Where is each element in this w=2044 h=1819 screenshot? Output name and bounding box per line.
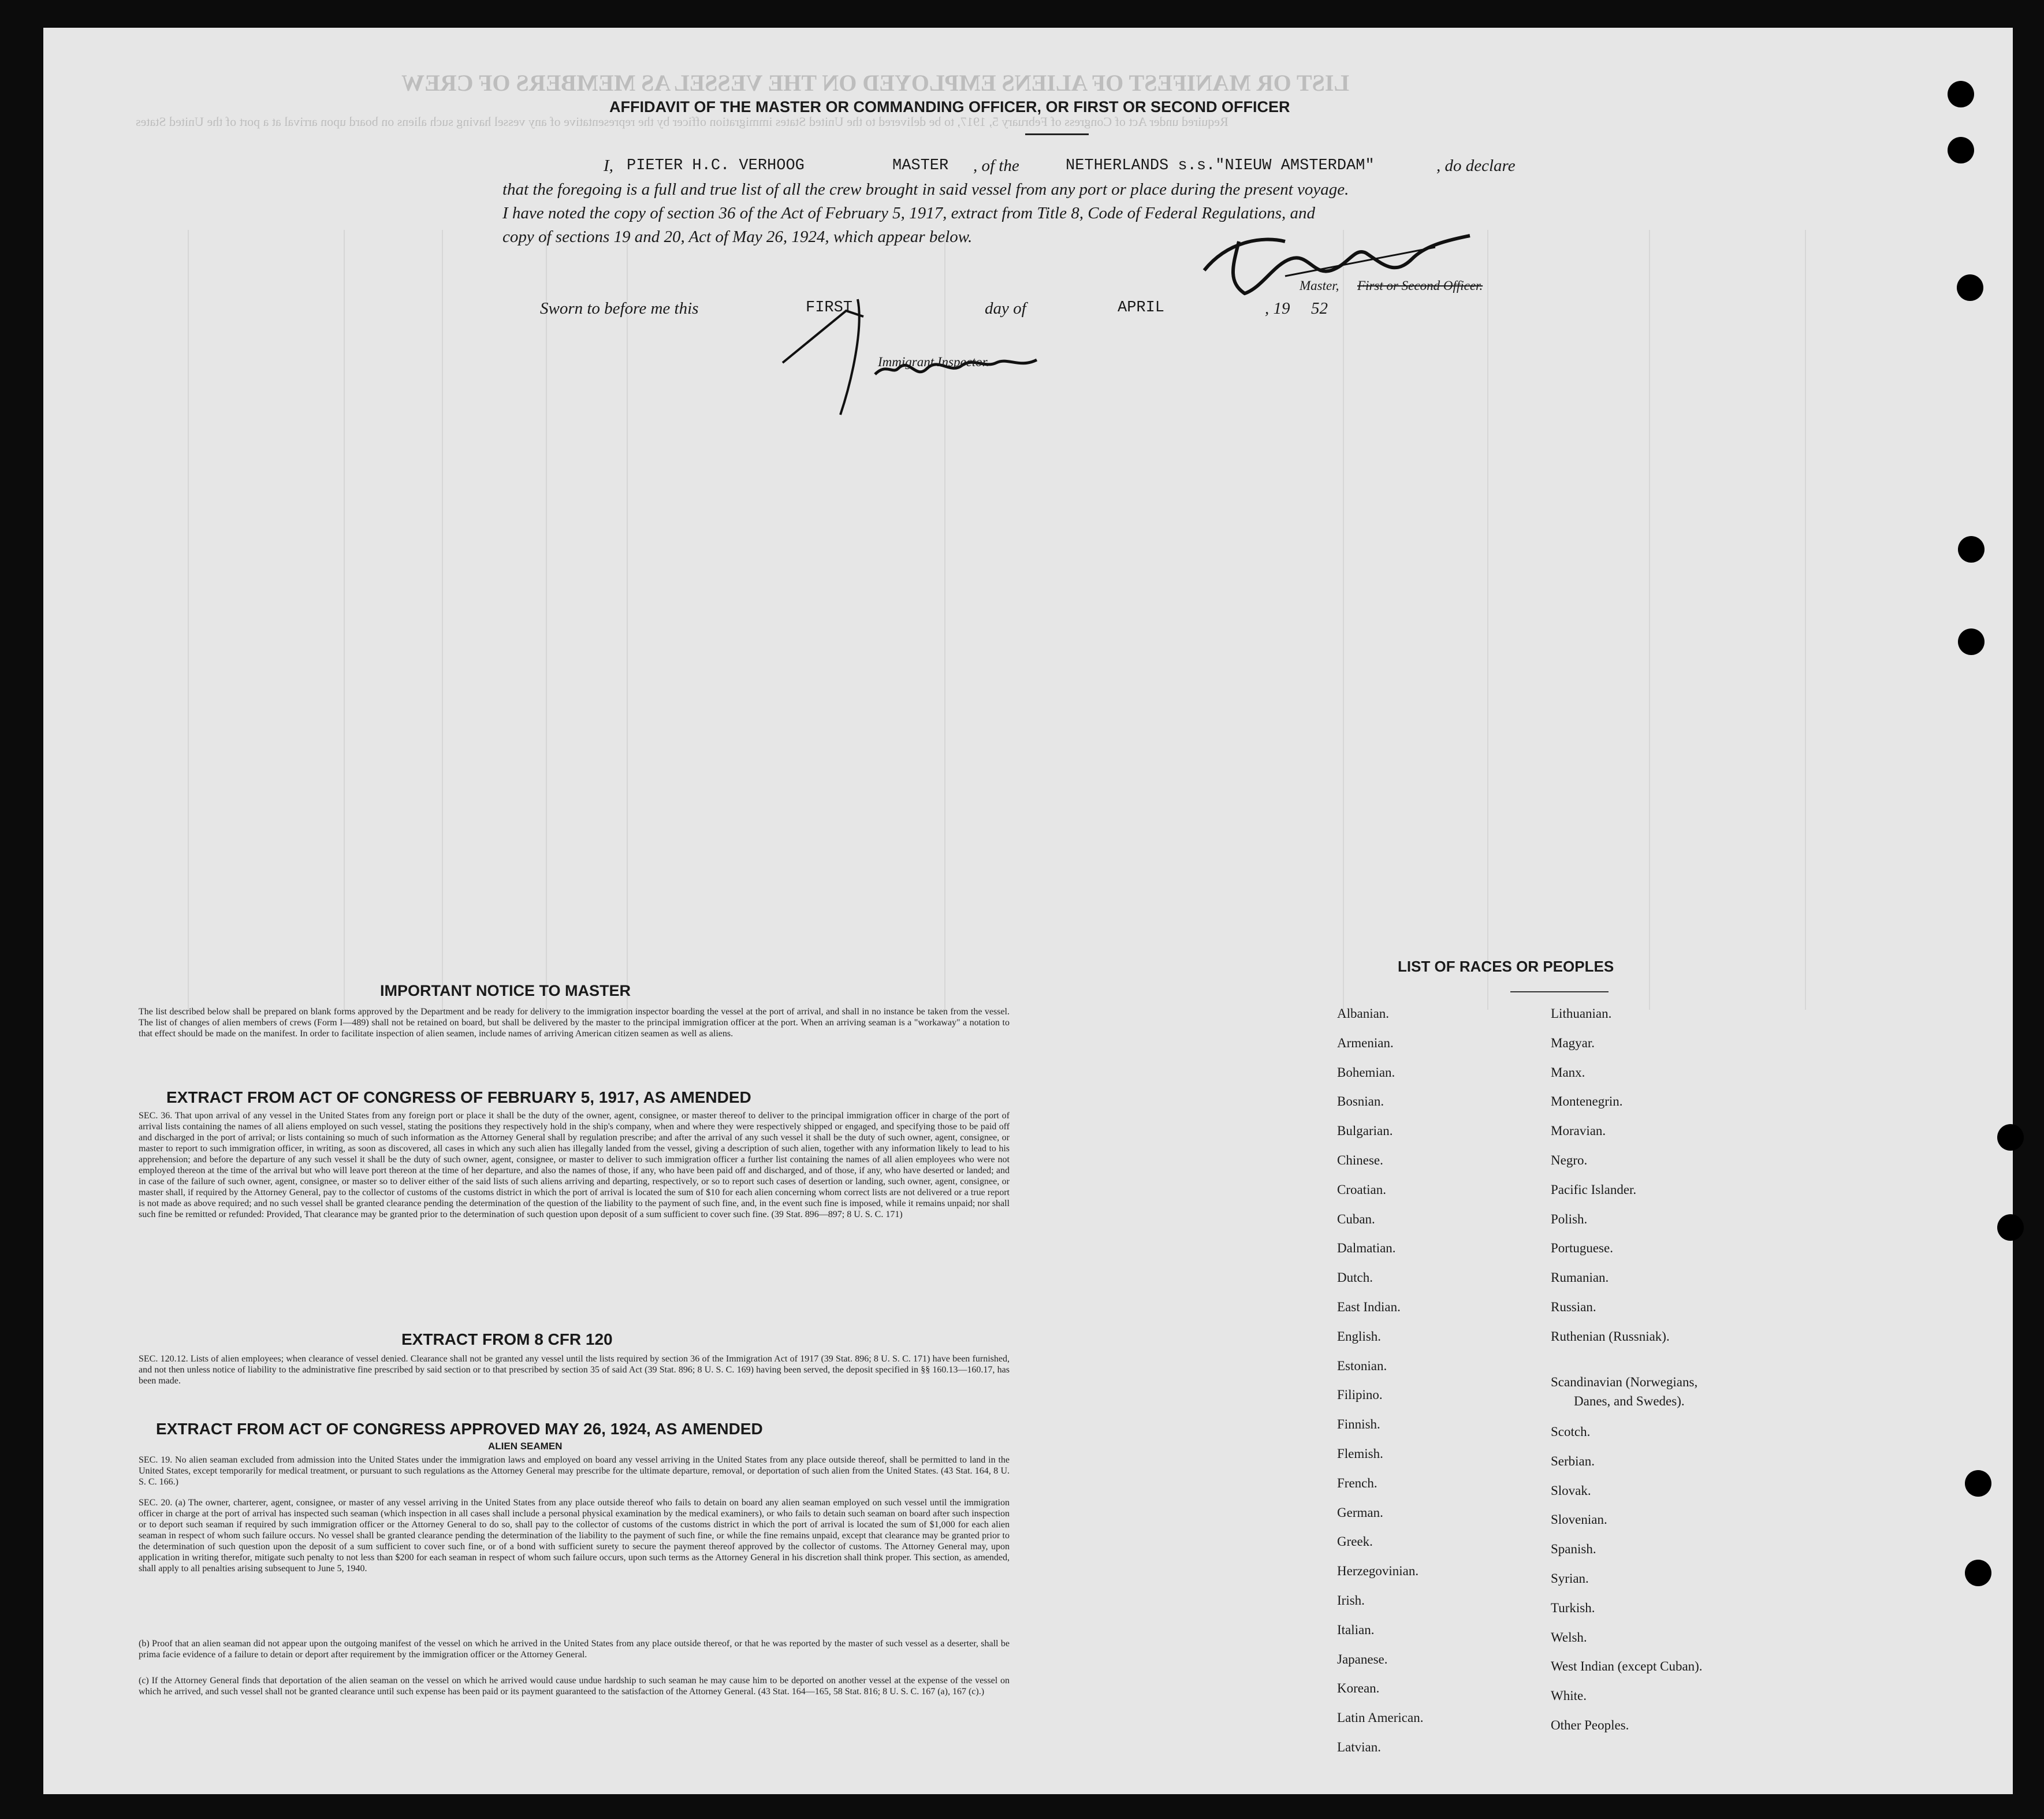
races-title: LIST OF RACES OR PEOPLES	[1398, 958, 1614, 975]
year-prefix: , 19	[1265, 299, 1290, 318]
race-item: Other Peoples.	[1551, 1717, 1629, 1732]
affidavit-line-1	[604, 157, 613, 176]
race-item: Cuban.	[1337, 1211, 1375, 1226]
race-item: Lithuanian.	[1551, 1006, 1612, 1021]
race-item: Danes, and Swedes).	[1574, 1393, 1685, 1408]
bleed-column-line	[627, 230, 628, 1010]
affidavit-line-4: copy of sections 19 and 20, Act of May 26, 1924, which appear below.	[502, 228, 973, 246]
vessel-name: NETHERLANDS s.s."NIEUW AMSTERDAM"	[1066, 157, 1375, 174]
affidavit-line-2: that the foregoing is a full and true list of all the crew brought in said vessel from any port or place during the present voyage.	[502, 180, 1349, 199]
extract-1924-sec19: SEC. 19. No alien seaman excluded from admission into the United States under the immigration laws and employed on board any vessel arriving in the United States from any place outside thereof, shall be permitted to land in the United States, except temporarily for medical treatment, or pursuant to such regulations as the Attorney General may prescribe for the ultimate departure, removal, or deportation of such alien from the United States. (43 Stat. 164, 8 U. S. C. 166.)	[139, 1455, 1010, 1487]
race-item: Ruthenian (Russniak).	[1551, 1329, 1670, 1344]
sworn-label: Sworn to before me this	[540, 299, 699, 318]
affidavit-line-3: I have noted the copy of section 36 of the Act of February 5, 1917, extract from Title 8, Code of Federal Regulations, and	[502, 204, 1316, 222]
race-item: Polish.	[1551, 1211, 1588, 1226]
extract-cfr-body: SEC. 120.12. Lists of alien employees; when clearance of vessel denied. Clearance shall not be granted any vessel until the lists required by section 36 of the Immigration Act of 1917 (39 Stat. 896; 8 U. S. C. 171) have been furnished, and not then unless notice of liability to the administrative fine prescribed by said section or to that prescribed by section 35 of said Act (39 Stat. 896; 8 U. S. C. 169) having been served, the deposit specified in §§ 160.13—160.17, has been made.	[139, 1354, 1010, 1386]
race-item: Latvian.	[1337, 1740, 1381, 1754]
bleed-column-line	[442, 230, 443, 1010]
race-item: Japanese.	[1337, 1651, 1388, 1667]
race-item: Scandinavian (Norwegians,	[1551, 1374, 1698, 1389]
race-item: Greek.	[1337, 1534, 1373, 1549]
affidavit-declare: , do declare	[1436, 157, 1516, 175]
extract-cfr-title: EXTRACT FROM 8 CFR 120	[401, 1330, 613, 1348]
affidavit-prefix: I,	[604, 157, 613, 175]
sworn-year: 52	[1311, 299, 1328, 318]
punch-hole	[1948, 81, 1974, 107]
bleed-column-line	[188, 230, 189, 1010]
race-item: French.	[1337, 1475, 1377, 1490]
race-item: Filipino.	[1337, 1388, 1383, 1403]
title-underline	[1025, 133, 1089, 135]
race-item: Herzegovinian.	[1337, 1564, 1419, 1579]
race-item: German.	[1337, 1505, 1383, 1520]
struck-officer-label: First or Second Officer.	[1357, 278, 1483, 293]
extract-1924-sec20a: SEC. 20. (a) The owner, charterer, agent, consignee, or master of any vessel arriving in the United States from any place outside thereof who fails to detain on board any alien seaman employed on such vessel until the immigration officer in charge at the port of arrival has inspected such seaman (which inspection in all cases shall include a personal physical examination by the medical examiners), or who fails to detain such seaman on board after such inspection or to deport such seaman if required by such immigration officer or the Attorney General to do so, shall pay to the collector of customs of the customs district in which the port of arrival is located the sum of $1,000 for each alien seaman in respect of whom such failure occurs. No vessel shall be granted clearance pending the determination of the liability to the payment of such fine, or while the fine remains unpaid, except that clearance may be granted prior to the determination of such question upon the deposit of a sum sufficient to cover such fine, or of a bond with sufficient surety to secure the payment thereof approved by the collector of customs. The Attorney General may, upon application in writing therefor, mitigate such penalty to not less than $200 for each seaman in respect of whom such failure occurs, upon such terms as the Attorney General in his discretion shall think proper. This section, as amended, shall apply to all penalties arising subsequent to June 5, 1940.	[139, 1498, 1010, 1574]
race-item: Bulgarian.	[1337, 1124, 1393, 1139]
extract-1924-sec20b: (b) Proof that an alien seaman did not appear upon the outgoing manifest of the vessel on which he arrived in the United States from any place outside thereof, or that he was reported by the master of such vessel as a deserter, shall be prima facie evidence of a failure to detain or deport after requirement by the immigration officer or the Attorney General.	[139, 1639, 1010, 1660]
affidavit-title: AFFIDAVIT OF THE MASTER OR COMMANDING OFFICER, OR FIRST OR SECOND OFFICER	[609, 98, 1290, 116]
race-item: Chinese.	[1337, 1153, 1383, 1167]
bleed-column-line	[1487, 230, 1488, 1010]
sworn-day: FIRST	[806, 299, 853, 317]
race-item: Turkish.	[1551, 1600, 1595, 1615]
punch-hole	[1997, 1124, 2024, 1151]
extract-1924-title: EXTRACT FROM ACT OF CONGRESS APPROVED MAY 26, 1924, AS AMENDED	[156, 1420, 763, 1438]
race-item: Russian.	[1551, 1300, 1596, 1314]
race-item: Pacific Islander.	[1551, 1182, 1637, 1197]
race-item: Manx.	[1551, 1065, 1585, 1080]
race-item: East Indian.	[1337, 1300, 1401, 1314]
race-item: White.	[1551, 1688, 1587, 1703]
punch-hole	[1948, 137, 1974, 163]
race-item: Dutch.	[1337, 1270, 1373, 1285]
race-item: Welsh.	[1551, 1630, 1587, 1645]
race-item: Portuguese.	[1551, 1241, 1613, 1256]
races-underline	[1510, 991, 1609, 992]
extract-1917-body: SEC. 36. That upon arrival of any vessel in the United States from any foreign port or place it shall be the duty of the owner, agent, consignee, or master thereof to deliver to the principal immigration officer in charge of the port of arrival lists containing the names of all aliens employed on such vessel, stating the positions they respectively hold in the ship's company, when and where they were respectively shipped or engaged, and specifying those to be paid off and discharged in the port of arrival; or lists containing so much of such information as the Attorney General shall by regulation prescribe; and after the arrival of any such vessel it shall be the duty of such owner, agent, consignee, or master to report to such immigration officer, in writing, as soon as discovered, all cases in which any such alien has illegally landed from the vessel, giving a description of such alien, together with any information likely to lead to his apprehension; and before the departure of any such vessel it shall be the duty of such owner, agent, consignee, or master to deliver to such immigration officer a further list containing the names of all alien employees who were not employed thereon at the time of the arrival but who will leave port thereon at the time of her departure, and also the names of those, if any, who have been paid off and discharged, and of those, if any, who have deserted or landed; and in case of the failure of such owner, agent, consignee, or master so to deliver either of the said lists of such aliens arriving and departing, respectively, or so to report such cases of desertion or landing, such owner, agent, consignee, or master shall, if required by the Attorney General, pay to the collector of customs of the customs district in which the port of arrival is located the sum of $10 for each alien concerning whom correct lists are not delivered or a true report is not made as above required; and no such vessel shall be granted clearance pending the determination of the question of the liability to the payment of such fine, and, in the event such fine is imposed, while it remains unpaid; nor shall such fine be remitted or refunded: Provided, That clearance may be granted prior to the determination of such question upon deposit of a sum sufficient to cover such fine. (39 Stat. 896—897; 8 U. S. C. 171)	[139, 1111, 1010, 1219]
race-item: English.	[1337, 1329, 1382, 1344]
race-item: Albanian.	[1337, 1006, 1390, 1021]
notice-title: IMPORTANT NOTICE TO MASTER	[380, 982, 631, 999]
master-name: PIETER H.C. VERHOOG	[627, 157, 805, 174]
bleed-column-line	[546, 230, 547, 1010]
bleed-through-header: LIST OR MANIFEST OF ALIENS EMPLOYED ON THE VESSEL AS MEMBERS OF CREW	[401, 70, 1350, 96]
affidavit-of-the: , of the	[973, 157, 1019, 175]
race-item: Negro.	[1551, 1153, 1588, 1167]
day-of-label: day of	[985, 299, 1026, 318]
document-page	[43, 28, 2013, 1794]
bleed-through-subheader: Required under Act of Congress of February 5, 1917, to be delivered to the United States immigration officer by the representative of any vessel having such aliens on board upon arrival at a port of the United States	[136, 114, 1228, 129]
master-rank: MASTER	[892, 157, 949, 174]
race-item: Magyar.	[1551, 1035, 1595, 1050]
race-item: Montenegrin.	[1551, 1094, 1623, 1109]
race-item: Bohemian.	[1337, 1065, 1395, 1080]
inspector-signature	[777, 276, 1100, 426]
race-item: Irish.	[1337, 1593, 1365, 1608]
punch-hole	[1997, 1214, 2024, 1241]
bleed-column-line	[1343, 230, 1344, 1010]
race-item: Spanish.	[1551, 1542, 1596, 1557]
punch-hole	[1965, 1560, 1991, 1586]
alien-seamen-subtitle: ALIEN SEAMEN	[488, 1441, 563, 1452]
race-item: Italian.	[1337, 1622, 1375, 1637]
extract-1917-title: EXTRACT FROM ACT OF CONGRESS OF FEBRUARY 5, 1917, AS AMENDED	[166, 1088, 751, 1106]
race-item: Slovenian.	[1551, 1512, 1607, 1527]
race-item: Slovak.	[1551, 1483, 1591, 1498]
race-item: Syrian.	[1551, 1571, 1589, 1586]
sworn-month: APRIL	[1118, 299, 1165, 317]
master-label: Master,	[1300, 278, 1339, 293]
punch-hole	[1958, 628, 1985, 655]
race-item: West Indian (except Cuban).	[1551, 1659, 1703, 1674]
race-item: Flemish.	[1337, 1446, 1383, 1461]
race-item: Moravian.	[1551, 1124, 1606, 1139]
bleed-column-line	[1805, 230, 1806, 1010]
punch-hole	[1957, 274, 1983, 301]
inspector-label: Immigrant Inspector.	[878, 355, 989, 369]
race-item: Estonian.	[1337, 1358, 1387, 1373]
race-item: Latin American.	[1337, 1710, 1424, 1725]
race-item: Korean.	[1337, 1681, 1380, 1696]
notice-body: The list described below shall be prepared on blank forms approved by the Department and be ready for delivery to the immigration inspector boarding the vessel at the port of arrival, and shall in no instance be taken from the vessel. The list of changes of alien members of crews (Form I—489) shall not be retained on board, but shall be delivered by the master to the principal immigration officer at the port. When an arriving seaman is a "workaway" a notation to that effect should be made on the manifest. In order to facilitate inspection of alien seamen, include names of arriving American citizen seamen as well as aliens.	[139, 1007, 1010, 1039]
race-item: Dalmatian.	[1337, 1241, 1396, 1256]
race-item: Finnish.	[1337, 1417, 1380, 1432]
race-item: Bosnian.	[1337, 1094, 1384, 1109]
race-item: Serbian.	[1551, 1453, 1595, 1468]
bleed-column-line	[344, 230, 345, 1010]
punch-hole	[1958, 536, 1985, 563]
race-item: Scotch.	[1551, 1424, 1591, 1439]
race-item: Rumanian.	[1551, 1270, 1609, 1285]
extract-1924-sec20c: (c) If the Attorney General finds that deportation of the alien seaman on the vessel on which he arrived would cause undue hardship to such seaman he may cause him to be deported on another vessel at the expense of the vessel on which he arrived, and such vessel shall not be granted clearance until such expense has been paid or its payment guaranteed to the satisfaction of the Attorney General. (43 Stat. 164—165, 58 Stat. 816; 8 U. S. C. 167 (a), 167 (c).)	[139, 1676, 1010, 1697]
punch-hole	[1965, 1470, 1991, 1497]
bleed-column-line	[1649, 230, 1650, 1010]
race-item: Croatian.	[1337, 1182, 1386, 1197]
race-item: Armenian.	[1337, 1035, 1394, 1050]
